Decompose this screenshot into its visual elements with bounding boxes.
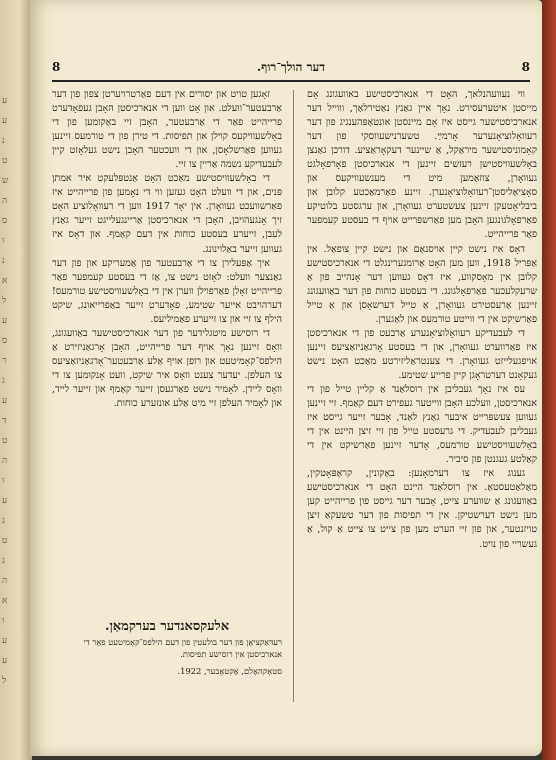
adjacent-page-char: ג [2,516,5,526]
author-affiliation: רעדאַקציאָן פון דער בולעטין פון דעם הילפס־קאָמיטעט פאַר די אנארכיסטן אין רוסישע תפיסות. [83,637,282,659]
adjacent-page-char: ג [2,556,5,566]
paragraph: ווי נעוועהנלאך, האָט די אנארכיסטישע באוועגונג אָם מייסטן איטערעסירט. נאָך איין גאַנץ נאַטירלאַך, וווייל דער אנארכיסטישער גייסט איז אָם מיינסטן אונטאָפּהענגיג פון דער רעוואָלוציאָנערער אָרמײַ. טשערנישעווסקי פון דער קאָמוניסטישער מיראַקל, אַ שיינער דעקאָראַציע. דורכן גאַנצן באָלשעוויסטישן רעזשים זיינען די אנארכיסטן פאָרפאָלגט געוואָרן, צוזאַמען מיט די מענשעוויקעס און סאָציאַליסטן־רעוואָלוציאָנערן. זיינע פאַרמאַכטע קלובן און ביבליאָטעקן זיינען צעשטערט געוואָרן, און ערגסטע בלוטיקע פאַרפאָלגונגען האָבן מען פאַרשפּרייט אויף די בעסטע קעמפער פאַר פרייהייט. [307,89,537,241]
newspaper-page [30,0,542,756]
paragraph: די לעבעדיקע רעוואָלוציאָנערע אַרבעט פון די אנארכיסטן איז פאַרווערט געוואָרן, און די בעסטע אָרגאַניזאַציעס זיינען אויפגעלייזט געוואָרן. די צענטראַליזירטע מאַכט האָט נישט געקאָנט דערטראָגן קיין פרייע שטימע. [307,327,537,381]
adjacent-page-char: ע [2,396,8,406]
header-rule [52,80,530,82]
adjacent-page-char: ל [2,296,7,306]
adjacent-page-char: ו [2,616,5,626]
paragraph: דאָס איז נישט קיין אויסנאַם און נישט קיין צופאַל. אין אַפּריל 1918, ווען מען האָט אַרומגערינגלט די אנארכיסטישע קלובן אין מאָסקווע, איז דאָס געווען דער אָנהייב פון אַ שרעקלעכער פאַרפאָלגונג. די בעסטע כוחות פון דער באַוועגונג זיינען אַרעסטירט געוואָרן, אַ טייל דערשאָסן און אַ טייל פאַרשיקט אין די ווייטע טורמעס און לאַגערן. [307,243,537,325]
adjacent-page-char: נ [2,136,5,146]
text-column-left [52,88,282,606]
adjacent-page-edge [0,0,32,760]
adjacent-page-char: ד [2,416,7,426]
signature-block [52,618,282,676]
adjacent-page-char: ש [2,176,9,186]
paragraph: גענוג איז צו דערמאָנען: באַקונין, קראָפּאָטקין, מאַלאַטעסטאַ. אין רוסלאַנד היינט האָט די אנארכיסטישע באַוועגונג אַ שווערע צייט, אָבער דער גייסט פון פרייהייט קען מען נישט דערשטיקן. אין די תפיסות פון דער טשעקאַ זיצן טויזנטער, און פון זיי הערט מען פון צייט צו צייט אַ קול, אַ געשריי פון נויט. [307,468,537,550]
adjacent-page-char: ר [2,356,7,366]
adjacent-page-char: ע [2,116,8,126]
paragraph: איך אַפּעלירן צו די אַרבעטער פון אַמעריקע און פון דער גאַנצער וועלט: לאָזט נישט צו, אַז די בעסטע קעמפער פאַר פרייהייט זאָלן פאַרפוילן ווערן אין די באָלשעוויסטישע טורמעס! דערהויבט אייער שטימע, פאָדערט זייער באַפרייאונג, שיקט הילף צו זיי און צו זייערע פאַמיליעס. [52,257,282,325]
adjacent-page-char: ע [2,656,8,666]
adjacent-page-char: ו [2,476,5,486]
adjacent-page-char: ה [2,456,8,466]
adjacent-page-char: נ [2,256,5,266]
adjacent-page-char: ט [2,536,8,546]
adjacent-page-char: ע [2,96,8,106]
text-column-right [307,88,537,708]
adjacent-page-char: ט [2,436,8,446]
adjacent-page-char: ל [2,676,7,686]
column-divider [293,90,294,702]
author-name: אלעקסאנדער בערקמאַן. [104,619,230,634]
adjacent-page-char: ע [2,636,8,646]
page-number-right: 8 [521,60,530,74]
place-date: סטאָקהאָלם, אָקטאָבער, 1922. [177,666,282,676]
page-title: דער הולך־רוף. [256,60,326,74]
adjacent-page-char: ה [2,196,8,206]
page-header [52,60,530,78]
adjacent-page-char: א [2,596,8,606]
page-number-left: 8 [52,60,61,74]
red-background-edge [542,0,556,760]
adjacent-page-char: ג [2,376,5,386]
paragraph: די רוסישע מיטגלידער פון דער אנארכיסטישער באַוועגונג, וואָס זיינען נאָך אויף דער פרייהייט, האָבן אָרגאַניזירט אַ הילפס־קאָמיטעט און רופן אויף אַלע אַרבעטער־אָרגאַניזאַציעס צו העלפן. יעדער צענט וואָס איר שיקט, וועט אָנקומען צו די וואָס ליידן. לאָמיר נישט פאַרגעסן זייער קאַמף און זייער לייד, און לאָמיר העלפן זיי מיט אַלע אונזערע כוחות. [52,327,282,410]
adjacent-page-char: ו [2,236,5,246]
paragraph: זאָגען טויט און יסורים אין דעם פאַרטרויערטן צפון פון דער אַרבעטער־וועלט. און אָט ווען די אנארכיסטן האָבן געפאָדערט פרייהייט פאַר די אַרבעטער, האָבן זיי באַקומען פון די באָלשעוויקעס קוילן און תפיסות. די טירן פון די טורמעס זיינען געווען פאַרשלאָסן, און די וועכטער האָבן נישט געלאָזט קיין לעבעדיקע נשמה אַריין צו זיי. [52,89,282,171]
adjacent-page-char: ס [2,216,8,226]
paragraph: עס איז נאָך געבליבן אין רוסלאַנד אַ קליין טייל פון די אנארכיסטן, וועלכע האָבן ווייטער געפירט דעם קאַמף. זיי זיינען געווען צעשפּרייט איבער גאַנץ לאַנד, אָבער זייער גייסט איז געבליבן לעבעדיק. די גרעסטע טייל פון זיי זיצן היינט אין די באָלשעוויסטישע טורמעס, אָדער זיינען פאַרשיקט אין די קאַלטע געגנטן פון סיביר. [307,383,537,466]
adjacent-page-char: א [2,276,8,286]
adjacent-page-char: ע [2,496,8,506]
adjacent-page-char: ט [2,156,8,166]
adjacent-page-char: ה [2,576,8,586]
adjacent-page-char: ע [2,316,8,326]
adjacent-page-char: ס [2,336,8,346]
paragraph: די באָלשעוויסטישע מאַכט האָט אַנטפּלעקט איר אמתן פּנים, און די וועלט האָט געזען ווי די נאָמען פון פרייהייט איז פאַרשוועכט געוואָרן. אין יאָר 1917 ווען די רעוואָלוציע האָט זיך אָנגעהויבן, האָבן די אנארכיסטן אַריינגעלייגט זייער גאַנץ לעבן, זייערע בעסטע כוחות אין דעם קאַמף. און דאָס איז געווען זייער באַלוינונג. [52,173,282,255]
